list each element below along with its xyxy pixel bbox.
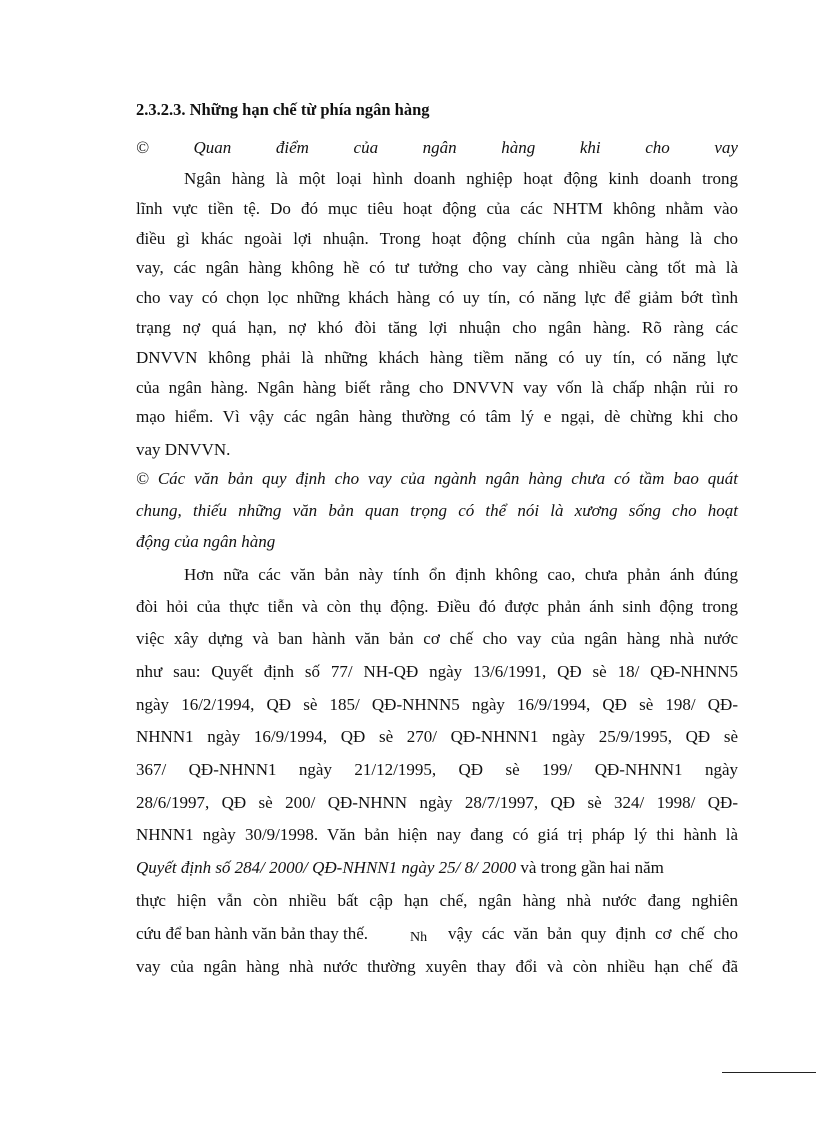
bullet2-line: động của ngân hàng [136, 532, 276, 551]
para2-line: 28/6/1997, QĐ sè 200/ QĐ-NHNN ngày 28/7/1997, QĐ sè 324/ 1998/ QĐ- [136, 793, 738, 812]
bullet-word: vay [714, 138, 738, 157]
para1-line: Ngân hàng là một loại hình doanh nghiệp hoạt động kinh doanh trong [184, 169, 738, 188]
bullet-word: của [353, 138, 379, 157]
para1-line: của ngân hàng. Ngân hàng biết rằng cho DNVVN vay vốn là chấp nhận rủi ro [136, 378, 738, 397]
bullet-word: khi [579, 138, 601, 157]
bullet-word: cho [645, 138, 670, 157]
bullet2-line: chung, thiếu những văn bản quan trọng có thể nói là xương sống cho hoạt [136, 501, 738, 520]
para1-line: trạng nợ quá hạn, nợ khó đòi tăng lợi nhuận cho ngân hàng. Rõ ràng các [136, 318, 738, 337]
para2-line: NHNN1 ngày 16/9/1994, QĐ sè 270/ QĐ-NHNN1 ngày 25/9/1995, QĐ sè [136, 727, 738, 746]
para2-line: ngày 16/2/1994, QĐ sè 185/ QĐ-NHNN5 ngày 16/9/1994, QĐ sè 198/ QĐ- [136, 695, 738, 714]
bullet-word: Quan [193, 138, 232, 157]
para1-line: vay DNVVN. [136, 440, 231, 459]
para1-line: cho vay có chọn lọc những khách hàng có uy tín, có năng lực để giảm bớt tình [136, 288, 738, 307]
para2-line: Hơn nữa các văn bản này tính ổn định không cao, chưa phản ánh đúng [184, 565, 738, 584]
para2-line: như sau: Quyết định số 77/ NH-QĐ ngày 13/6/1991, QĐ sè 18/ QĐ-NHNN5 [136, 662, 738, 681]
para1-line: mạo hiểm. Vì vậy các ngân hàng thường có tâm lý e ngại, dè chừng khi cho [136, 407, 738, 426]
para2-line: 367/ QĐ-NHNN1 ngày 21/12/1995, QĐ sè 199/ QĐ-NHNN1 ngày [136, 760, 738, 779]
footer-rule [722, 1072, 816, 1073]
bullet-word: ngân [422, 138, 457, 157]
bullet-word: điểm [275, 138, 309, 157]
para2-line-end: vậy các văn bản quy định cơ chế cho [448, 924, 738, 943]
para2-line: thực hiện vẫn còn nhiều bất cập hạn chế, ngân hàng nhà nước đang nghiên [136, 891, 738, 910]
para2-line: NHNN1 ngày 30/9/1998. Văn bản hiện nay đang có giá trị pháp lý thi hành là [136, 825, 738, 844]
para2-line: đòi hỏi của thực tiễn và còn thụ động. Điều đó được phản ánh sinh động trong [136, 597, 738, 616]
para2-line-start: cứu để ban hành văn bản thay thế. [136, 924, 369, 943]
para1-line: vay, các ngân hàng không hề có tư tưởng cho vay càng nhiều càng tốt mà là [136, 258, 738, 277]
para1-line: DNVVN không phải là những khách hàng tiềm năng có uy tín, có năng lực [136, 348, 738, 367]
para1-line: lĩnh vực tiền tệ. Do đó mục tiêu hoạt động của các NHTM không nhằm vào [136, 199, 738, 218]
para2-line-rest: và trong gần hai năm [516, 858, 664, 877]
bullet-line-1 [136, 136, 738, 160]
bullet2-line: © Các văn bản quy định cho vay của ngành ngân hàng chưa có tầm bao quát [136, 469, 738, 488]
section-heading: 2.3.2.3. Những hạn chế từ phía ngân hàng [136, 100, 430, 119]
nh-fragment: Nh [410, 930, 428, 945]
bullet-word: hàng [501, 138, 536, 157]
para2-line: việc xây dựng và ban hành văn bản cơ chế cho vay của ngân hàng nhà nước [136, 629, 738, 648]
para1-line: điều gì khác ngoài lợi nhuận. Trong hoạt động chính của ngân hàng là cho [136, 229, 738, 248]
copyright-bullet-icon: © [136, 138, 149, 157]
para2-line: vay của ngân hàng nhà nước thường xuyên thay đổi và còn nhiều hạn chế đã [136, 957, 738, 976]
decision-reference: Quyết định số 284/ 2000/ QĐ-NHNN1 ngày 25/ 8/ 2000 [136, 858, 517, 877]
para2-line-mixed [136, 856, 738, 880]
